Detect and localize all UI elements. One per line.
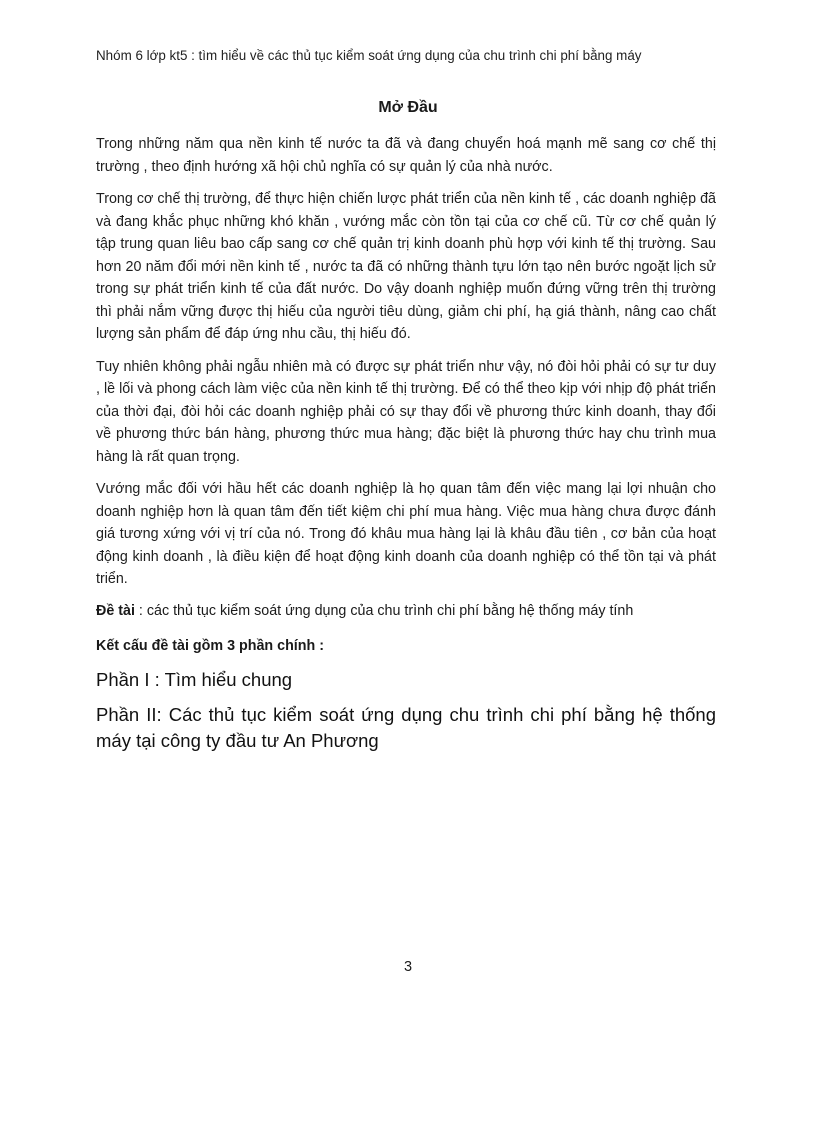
part-one: Phần I : Tìm hiểu chung <box>96 669 293 690</box>
page-header: Nhóm 6 lớp kt5 : tìm hiểu về các thủ tục kiểm soát ứng dụng của chu trình chi phí bằng máy <box>96 48 642 63</box>
part-two: Phần II: Các thủ tục kiểm soát ứng dụng chu trình chi phí bằng hệ thống máy tại công ty đầu tư An Phương <box>96 704 716 751</box>
paragraph-obstacles: Vướng mắc đối với hầu hết các doanh nghiệp là họ quan tâm đến việc mang lại lợi nhuận cho doanh nghiệp hơn là quan tâm đến tiết kiệm chi phí mua hàng. Việc mua hàng chưa được đánh giá tương xứng với vị trí của nó. Trong đó khâu mua hàng lại là khâu đầu tiên , cơ bản của hoạt động kinh doanh , là điều kiện để hoạt động kinh doanh của doanh nghiệp có thể tồn tại và phát triển. <box>96 481 716 587</box>
structure-heading: Kết cấu đề tài gồm 3 phần chính : <box>96 638 324 654</box>
topic-statement <box>96 601 716 622</box>
topic-label: Đề tài <box>96 602 135 619</box>
paragraph-market-mechanism: Trong cơ chế thị trường, để thực hiện chiến lược phát triển của nền kinh tế , các doanh nghiệp đã và đang khắc phục những khó khăn , vướng mắc còn tồn tại của cơ chế cũ. Từ cơ chế quản lý tập trung quan liêu bao cấp sang cơ chế quản trị kinh doanh phù hợp với kinh tế thị trường. Sau hơn 20 năm đổi mới nền kinh tế , nước ta đã có những thành tựu lớn tạo nên bước ngoặt lịch sử trong sự phát triển kinh tế của đất nước. Do vậy doanh nghiệp muốn đứng vững trên thị trường thì phải nắm vững được thị hiếu của người tiêu dùng, giảm chi phí, hạ giá thành, nâng cao chất lượng sản phẩm để đáp ứng nhu cầu, thị hiếu đó. <box>96 191 716 342</box>
page-title: Mở Đầu <box>378 99 438 116</box>
topic-text: : các thủ tục kiểm soát ứng dụng của chu trình chi phí bằng hệ thống máy tính <box>134 602 634 619</box>
paragraph-intro: Trong những năm qua nền kinh tế nước ta đã và đang chuyển hoá mạnh mẽ sang cơ chế thị trường , theo định hướng xã hội chủ nghĩa có sự quản lý của nhà nước. <box>96 136 716 175</box>
document-body <box>96 133 716 763</box>
page-number: 3 <box>403 959 413 975</box>
paragraph-development: Tuy nhiên không phải ngẫu nhiên mà có được sự phát triển như vậy, nó đòi hỏi phải có sự tư duy , lề lối và phong cách làm việc của nền kinh tế thị trường. Để có thể theo kịp với nhịp độ phát triển của thời đại, đòi hỏi các doanh nghiệp phải có sự thay đổi về phương thức kinh doanh, thay đổi về phương thức bán hàng, phương thức mua hàng; đặc biệt là phương thức hay chu trình mua hàng là rất quan trọng. <box>96 358 716 465</box>
